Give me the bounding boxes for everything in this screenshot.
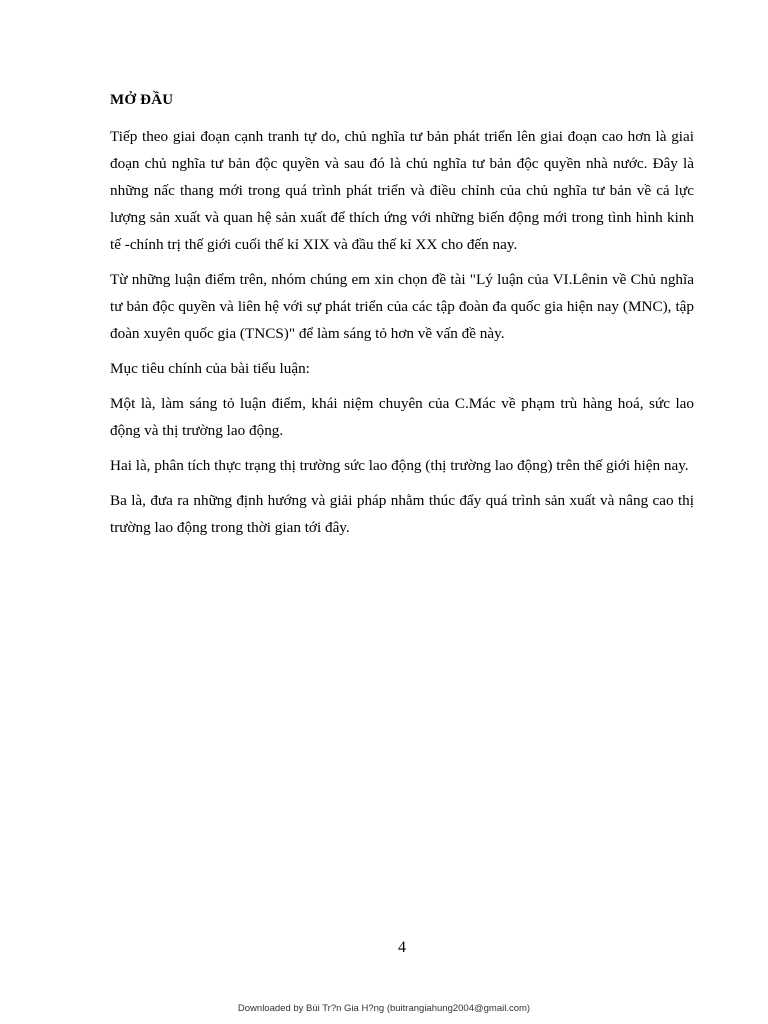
paragraph-objective-one: Một là, làm sáng tỏ luận điểm, khái niệm chuyên của C.Mác về phạm trù hàng hoá, sức lao động và thị trường lao động. [110,395,694,439]
download-footer: Downloaded by Bùi Tr?n Gia H?ng (buitrangiahung2004@gmail.com) [237,1003,531,1014]
paragraph-intro: Tiếp theo giai đoạn cạnh tranh tự do, chủ nghĩa tư bản phát triển lên giai đoạn cao hơn là giai đoạn chủ nghĩa tư bản độc quyền và sau đó là chủ nghĩa tư bản độc quyền nhà nước. Đây là những nấc thang mới trong quá trình phát triển và điều chỉnh của chủ nghĩa tư bản về cả lực lượng sản xuất và quan hệ sản xuất để thích ứng với những biến động mới trong tình hình kinh tế -chính trị thế giới cuối thế kỉ XIX và đầu thế kỉ XX cho đến nay. [110,128,694,253]
section-heading: MỞ ĐẦU [110,92,174,108]
paragraph-objectives-label: Mục tiêu chính của bài tiểu luận: [110,360,310,377]
page-number: 4 [398,939,406,956]
paragraph-topic: Từ những luận điểm trên, nhóm chúng em xin chọn đề tài "Lý luận của VI.Lênin về Chủ nghĩa tư bản độc quyền và liên hệ với sự phát triển của các tập đoàn đa quốc gia hiện nay (MNC), tập đoàn xuyên quốc gia (TNCS)" để làm sáng tỏ hơn về vấn đề này. [110,271,694,342]
body-text [110,123,694,549]
paragraph-objective-two: Hai là, phân tích thực trạng thị trường sức lao động (thị trường lao động) trên thế giới hiện nay. [110,457,689,474]
paragraph-objective-three: Ba là, đưa ra những định hướng và giải pháp nhằm thúc đẩy quá trình sản xuất và nâng cao thị trường lao động trong thời gian tới đây. [110,492,694,536]
